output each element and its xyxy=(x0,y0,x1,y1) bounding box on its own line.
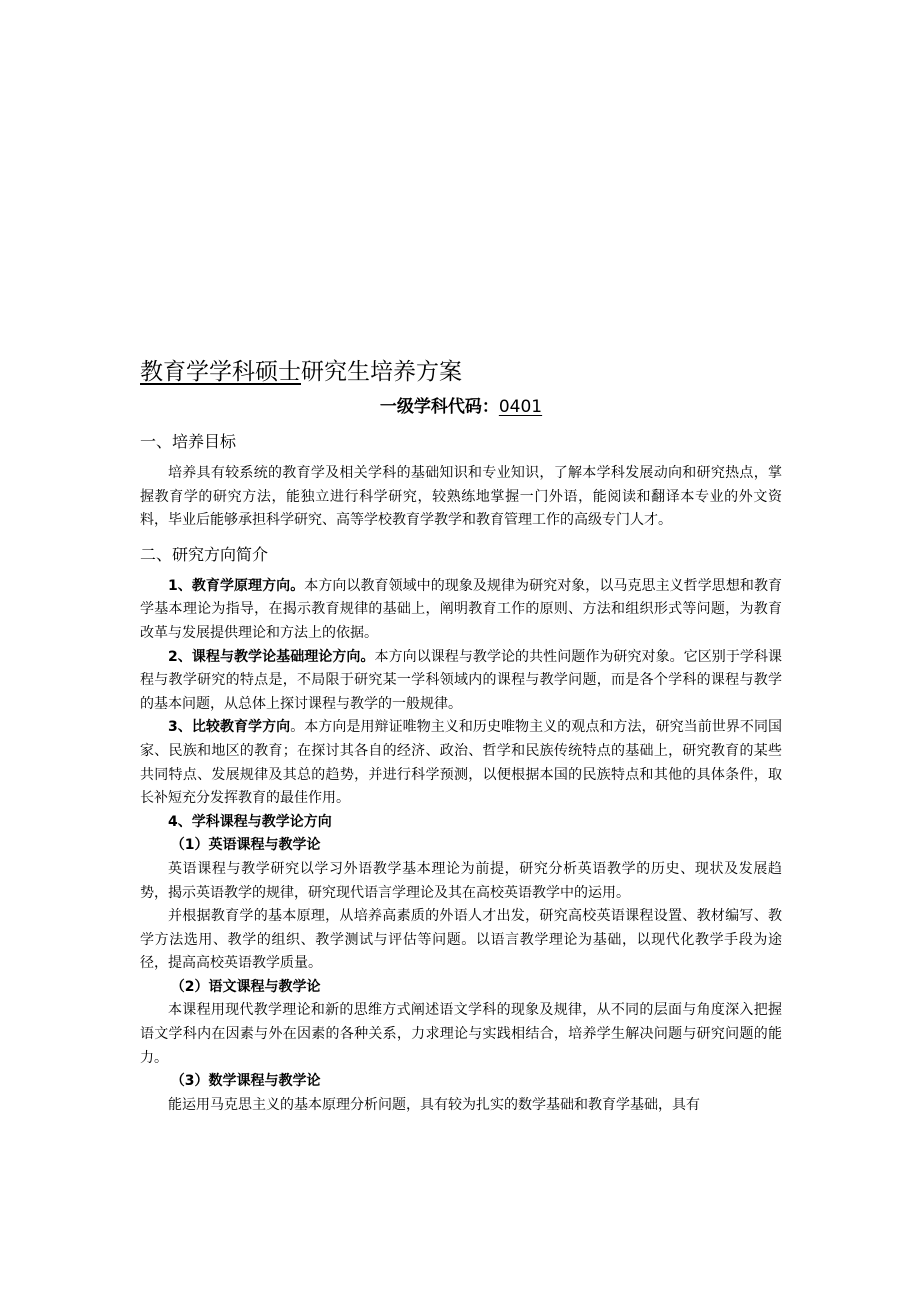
direction-2-text: 本方向以课程与教学论的共性问题作为研究对象。它区别于学科课程与教学研究的特点是，不局限于研究某一学科领域内的课程与教学问题，而是各个学科的课程与教学的基本问题，从总体上探讨课程与教学的一般规律。 xyxy=(140,648,782,712)
goals-paragraph: 培养具有较系统的教育学及相关学科的基础知识和专业知识，了解本学科发展动向和研究热点，掌握教育学的研究方法，能独立进行科学研究，较熟练地掌握一门外语，能阅读和翻译本专业的外文资料，毕业后能够承担科学研究、高等学校教育学教学和教育管理工作的高级专门人才。 xyxy=(140,465,782,529)
direction-4-title: 4、学科课程与教学论方向 xyxy=(168,813,332,830)
discipline-code-value: 0401 xyxy=(498,397,543,417)
title-part-1: 教育学学科 xyxy=(140,359,255,385)
sub-direction-english-para-1: 英语课程与教学研究以学习外语教学基本理论为前提，研究分析英语教学的历史、现状及发展趋势，揭示英语教学的规律，研究现代语言学理论及其在高校英语教学中的运用。 xyxy=(140,860,782,901)
direction-2 xyxy=(140,646,782,717)
sub-direction-chinese-title: （2）语文课程与教学论 xyxy=(170,978,321,995)
sub-direction-english-title: （1）英语课程与教学论 xyxy=(170,837,321,854)
sub-direction-chinese-para-1: 本课程用现代教学理论和新的思维方式阐述语文学科的现象及规律，从不同的层面与角度深入把握语文学科内在因素与外在因素的各种关系，力求理论与实践相结合，培养学生解决问题与研究问题的能力。 xyxy=(140,1002,782,1066)
direction-1 xyxy=(140,575,782,646)
title-part-3: 研究生培养方案 xyxy=(301,359,462,385)
document-page xyxy=(140,355,782,1117)
direction-1-text: 本方向以教育领域中的现象及规律为研究对象，以马克思主义哲学思想和教育学基本理论为指导，在揭示教育规律的基础上，阐明教育工作的原则、方法和组织形式等问题，为教育改革与发展提供理论和方法上的依据。 xyxy=(140,577,782,641)
direction-3-text: 。本方向是用辩证唯物主义和历史唯物主义的观点和方法，研究当前世界不同国家、民族和地区的教育；在探讨其各自的经济、政治、哲学和民族传统特点的基础上，研究教育的某些共同特点、发展规律及其总的趋势，并进行科学预测，以便根据本国的民族特点和其他的具体条件，取长补短充分发挥教育的最佳作用。 xyxy=(140,719,782,807)
document-title xyxy=(140,355,782,389)
direction-1-title: 1、教育学原理方向。 xyxy=(168,577,305,594)
discipline-code-label: 一级学科代码： xyxy=(379,397,499,417)
section-heading-goals: 一、培养目标 xyxy=(140,432,237,451)
direction-3 xyxy=(140,716,782,810)
sub-direction-math-title: （3）数学课程与教学论 xyxy=(170,1073,321,1090)
sub-direction-english-para-2: 并根据教育学的基本原理，从培养高素质的外语人才出发，研究高校英语课程设置、教材编写、教学方法选用、教学的组织、教学测试与评估等问题。以语言教学理论为基础，以现代化教学手段为途径，提高高校英语教学质量。 xyxy=(140,908,782,972)
discipline-code xyxy=(140,394,782,420)
title-part-2: 硕士 xyxy=(255,359,301,385)
direction-3-title: 3、比较教育学方向 xyxy=(168,719,291,736)
direction-2-title: 2、课程与教学论基础理论方向。 xyxy=(168,648,375,665)
section-heading-directions: 二、研究方向简介 xyxy=(140,544,269,564)
sub-direction-math-para-1: 能运用马克思主义的基本原理分析问题，具有较为扎实的数学基础和教育学基础，具有 xyxy=(168,1096,700,1113)
